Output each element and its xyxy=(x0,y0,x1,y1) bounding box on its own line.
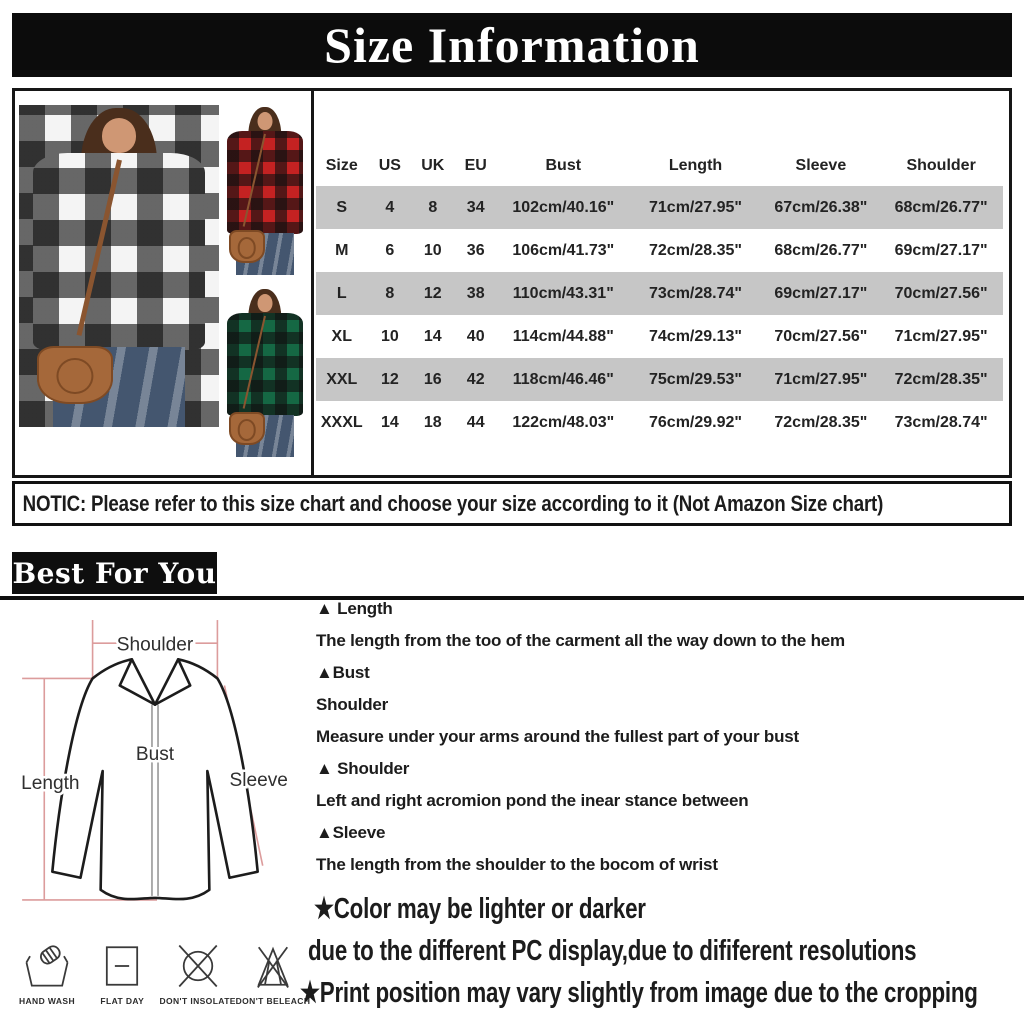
notice-bar xyxy=(12,481,1012,526)
table-cell: 18 xyxy=(423,413,442,431)
table-row xyxy=(316,358,1003,401)
size-table-body xyxy=(316,186,1003,444)
table-row xyxy=(316,229,1003,272)
table-cell: 72cm/28.35" xyxy=(774,413,868,431)
table-cell: 106cm/41.73" xyxy=(512,241,615,259)
table-cell: 71cm/27.95" xyxy=(649,198,742,216)
table-cell: 38 xyxy=(466,284,485,302)
table-cell: 70cm/27.56" xyxy=(774,327,868,345)
table-cell: 12 xyxy=(423,284,442,302)
table-cell: 73cm/28.74" xyxy=(894,413,988,431)
measure-note-line: The length from the too of the carment all the way down to the hem xyxy=(316,631,845,650)
table-cell: 42 xyxy=(466,370,485,388)
table-row xyxy=(316,401,1003,444)
table-cell: 72cm/28.35" xyxy=(649,241,742,259)
title-bar xyxy=(12,13,1012,77)
star-note-line: ★Color may be lighter or darker xyxy=(314,893,646,925)
table-row xyxy=(316,186,1003,229)
table-cell: XL xyxy=(331,327,352,345)
measure-note-line: ▲Sleeve xyxy=(316,823,386,842)
face-shape xyxy=(102,118,136,153)
column-header: Shoulder xyxy=(906,157,976,174)
hand-wash-icon xyxy=(20,941,74,991)
table-row xyxy=(316,315,1003,358)
measure-note-line: ▲ Length xyxy=(316,599,393,618)
table-row xyxy=(316,272,1003,315)
table-cell: 72cm/28.35" xyxy=(894,370,988,388)
table-cell: S xyxy=(336,198,348,216)
table-cell: 71cm/27.95" xyxy=(894,327,988,345)
table-cell: 8 xyxy=(428,198,438,216)
star-note-line: ★Print position may vary slightly from image due to the cropping xyxy=(300,977,978,1009)
table-cell: 68cm/26.77" xyxy=(774,241,868,259)
measure-note-line: ▲Bust xyxy=(316,663,370,682)
shirt-measure-diagram xyxy=(4,612,306,914)
bag-shape xyxy=(229,412,265,445)
measure-note-line: ▲ Shoulder xyxy=(316,759,410,778)
notice-text: NOTIC: Please refer to this size chart and choose your size according to it (Not Amazon Size chart) xyxy=(22,490,884,516)
best-for-you-label: Best For You xyxy=(12,556,217,590)
measure-note-line: Measure under your arms around the fullest part of your bust xyxy=(316,727,799,746)
table-cell: 6 xyxy=(385,241,395,259)
table-cell: 4 xyxy=(385,198,395,216)
page-title: Size Information xyxy=(324,17,700,73)
plaid-top-shape xyxy=(227,131,303,235)
face-shape xyxy=(258,112,273,131)
table-cell: 16 xyxy=(423,370,442,388)
measure-note-line: Left and right acromion pond the inear stance between xyxy=(316,791,749,810)
table-cell: 73cm/28.74" xyxy=(649,284,742,302)
table-cell: 69cm/27.17" xyxy=(774,284,868,302)
care-label: DON'T INSOLATE xyxy=(159,996,236,1006)
table-cell: 36 xyxy=(466,241,485,259)
size-chart-section xyxy=(12,88,1012,478)
care-icons-row xyxy=(12,941,311,1006)
size-table xyxy=(316,146,1003,444)
bag-shape xyxy=(37,346,113,405)
column-header: EU xyxy=(464,157,487,174)
best-for-you-heading xyxy=(12,552,217,594)
face-shape xyxy=(258,294,273,313)
column-header: Bust xyxy=(545,157,582,174)
measure-notes xyxy=(316,599,1020,887)
care-item-hand-wash xyxy=(12,941,82,1006)
table-cell: 69cm/27.17" xyxy=(894,241,988,259)
table-cell: 67cm/26.38" xyxy=(774,198,868,216)
care-label: DON'T BELEACH xyxy=(235,996,311,1006)
plaid-top-shape xyxy=(33,153,205,349)
table-cell: 14 xyxy=(380,413,399,431)
care-item-no-bleach xyxy=(235,941,311,1006)
care-item-flat-dry xyxy=(87,941,157,1006)
diagram-bust-label: Bust xyxy=(135,743,175,765)
star-note-line: due to the different PC display,due to dififerent resolutions xyxy=(308,935,917,967)
diagram-shoulder-label: Shoulder xyxy=(116,634,194,656)
table-cell: 40 xyxy=(466,327,485,345)
table-cell: 122cm/48.03" xyxy=(512,413,615,431)
table-cell: 71cm/27.95" xyxy=(774,370,868,388)
flat-dry-icon xyxy=(95,941,149,991)
care-label: FLAT DAY xyxy=(100,996,145,1006)
measure-note-line: Shoulder xyxy=(316,695,389,714)
column-header: Sleeve xyxy=(795,157,847,174)
table-cell: 10 xyxy=(380,327,399,345)
column-header: Size xyxy=(325,157,358,174)
product-images-panel xyxy=(15,91,314,475)
table-cell: M xyxy=(335,241,349,259)
measure-note-line: The length from the shoulder to the bocom of wrist xyxy=(316,855,718,874)
product-image-green-plaid xyxy=(221,287,309,457)
no-sun-icon xyxy=(171,941,225,991)
table-cell: 76cm/29.92" xyxy=(649,413,742,431)
table-cell: 110cm/43.31" xyxy=(512,284,614,302)
star-notes xyxy=(300,888,1024,1014)
no-bleach-icon xyxy=(246,941,300,991)
table-cell: 70cm/27.56" xyxy=(894,284,988,302)
product-image-red-plaid xyxy=(221,105,309,275)
table-cell: 8 xyxy=(385,284,395,302)
table-cell: XXL xyxy=(326,370,358,388)
table-cell: L xyxy=(336,284,347,302)
column-header: UK xyxy=(421,157,445,174)
bag-shape xyxy=(229,230,265,263)
product-image-black-white-plaid xyxy=(19,105,219,427)
table-cell: 68cm/26.77" xyxy=(894,198,988,216)
diagram-sleeve-label: Sleeve xyxy=(229,770,288,792)
table-cell: XXXL xyxy=(320,413,363,431)
column-header: Length xyxy=(668,157,723,174)
column-header: US xyxy=(378,157,401,174)
table-cell: 75cm/29.53" xyxy=(649,370,742,388)
table-cell: 118cm/46.46" xyxy=(512,370,614,388)
table-cell: 34 xyxy=(466,198,485,216)
table-cell: 102cm/40.16" xyxy=(512,198,615,216)
table-cell: 44 xyxy=(466,413,485,431)
size-table-panel xyxy=(314,91,1009,475)
table-cell: 74cm/29.13" xyxy=(649,327,742,345)
table-cell: 14 xyxy=(423,327,442,345)
table-cell: 10 xyxy=(423,241,442,259)
care-item-no-sun xyxy=(159,941,236,1006)
care-label: HAND WASH xyxy=(18,996,75,1006)
table-header-row xyxy=(316,146,1003,186)
diagram-length-label: Length xyxy=(21,773,80,795)
plaid-top-shape xyxy=(227,313,303,417)
table-cell: 12 xyxy=(380,370,399,388)
table-cell: 114cm/44.88" xyxy=(512,327,614,345)
